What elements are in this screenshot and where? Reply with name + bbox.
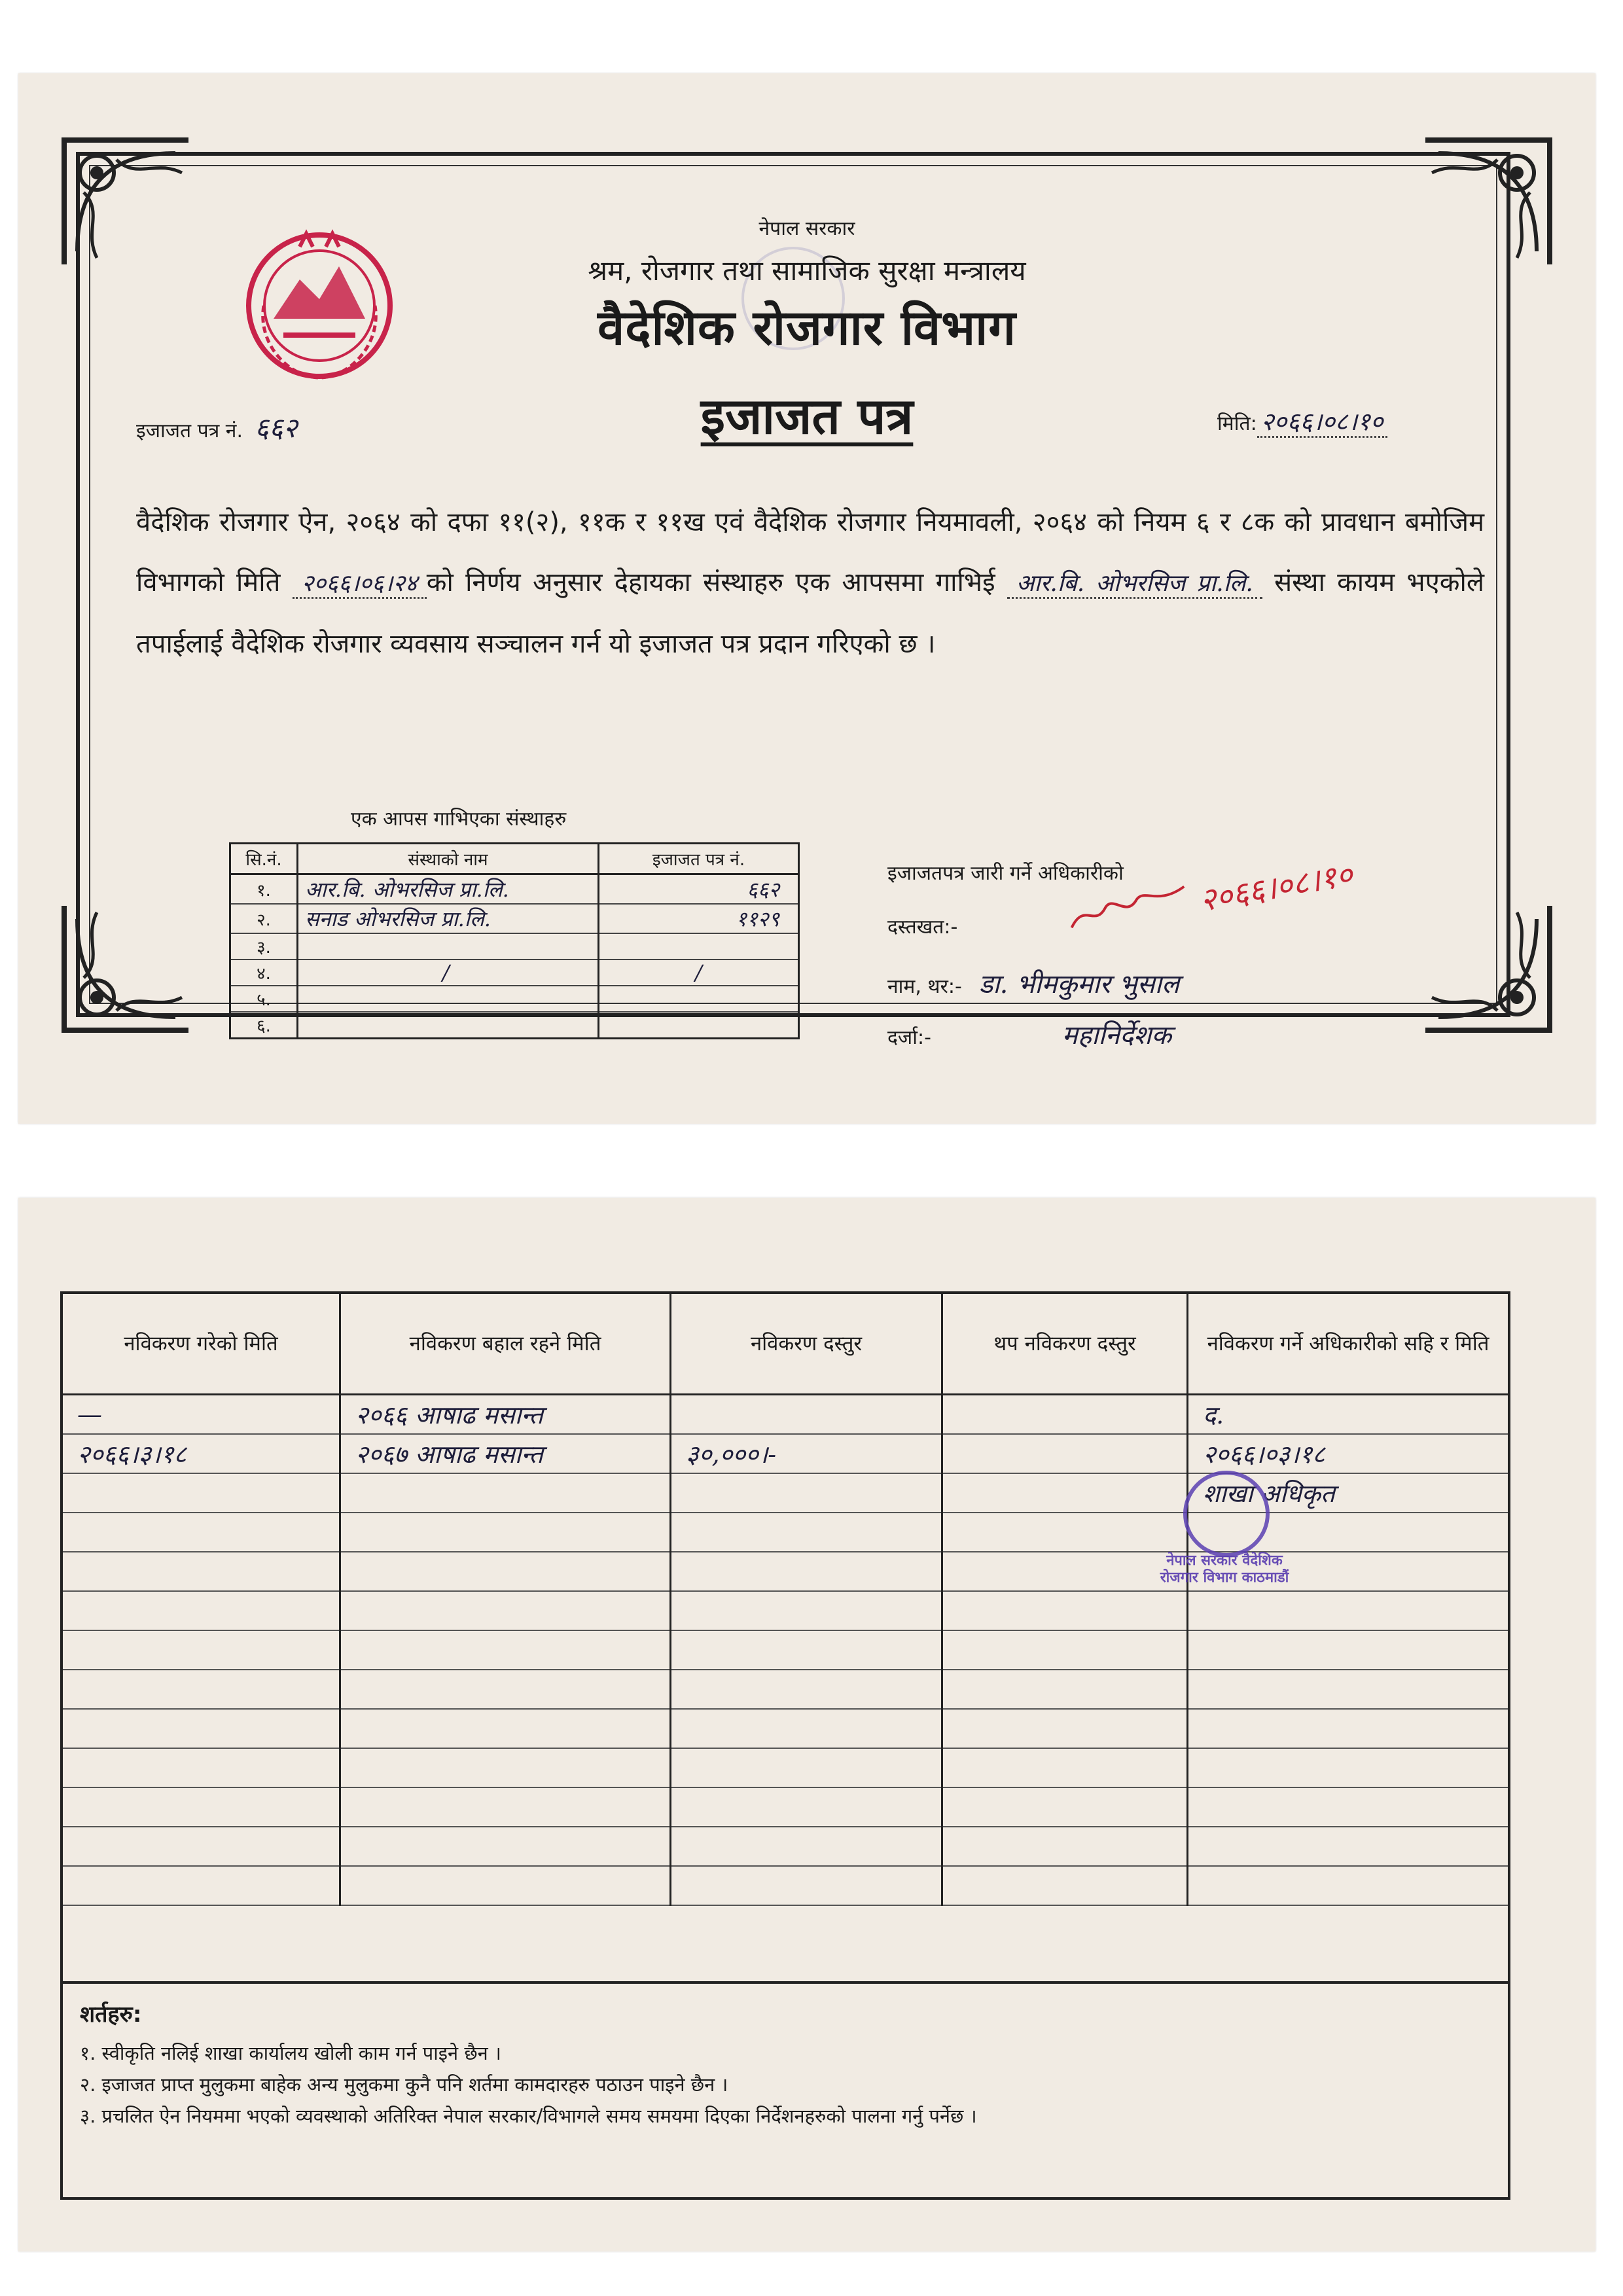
merged-organizations-table xyxy=(229,842,800,1039)
table-row xyxy=(63,1473,1508,1513)
table-cell: — xyxy=(77,1400,102,1429)
signature-date: २०६६।०८।१० xyxy=(1196,856,1356,920)
table-row: ६. xyxy=(230,1012,799,1039)
permit-number-value: ६६२ xyxy=(254,412,298,444)
conditions-section xyxy=(63,1981,1508,2146)
table-cell: २०६६।०३।१८ xyxy=(1203,1440,1325,1469)
organization-name: आर.बि. ओभरसिज प्रा.लि. xyxy=(1007,570,1262,599)
table-row: २. सनाड ओभरसिज प्रा.लि. ११२९ xyxy=(230,904,799,933)
corner-ornament-icon xyxy=(1419,899,1556,1037)
table-row xyxy=(63,1434,1508,1473)
table-row: १. आर.बि. ओभरसिज प्रा.लि. ६६२ xyxy=(230,874,799,905)
table-cell: शाखा अधिकृत xyxy=(1203,1479,1335,1508)
conditions-title: शर्तहरु: xyxy=(80,2001,142,2028)
ministry-name: श्रम, रोजगार तथा सामाजिक सुरक्षा मन्त्रालय xyxy=(588,255,1026,287)
table-row xyxy=(63,1787,1508,1827)
column-header: सि.नं. xyxy=(230,844,298,874)
table-row xyxy=(63,1866,1508,1905)
permit-number xyxy=(136,408,298,446)
column-header: थप नविकरण दस्तुर xyxy=(942,1294,1188,1395)
table-row xyxy=(63,1395,1508,1435)
table-cell: २०६६।३।१८ xyxy=(77,1440,187,1469)
table-row xyxy=(63,1630,1508,1670)
table-row xyxy=(63,1670,1508,1709)
table-row: ५. xyxy=(230,986,799,1012)
official-rank: दर्जा:- महानिर्देशक xyxy=(887,1020,1172,1050)
condition-item: २. इजाजत प्राप्त मुलुकमा बाहेक अन्य मुलुकमा कुनै पनि शर्तमा कामदारहरु पठाउन पाइने छैन । xyxy=(80,2073,728,2096)
table-row xyxy=(63,1827,1508,1866)
permit-body-text: वैदेशिक रोजगार ऐन, २०६४ को दफा ११(२), ११क र ११ख एवं वैदेशिक रोजगार नियमावली, २०६४ को नियम ६ र ८क को प्रावधान बमोजिम विभागको मिति २०६६।०६।२४ को निर्णय अनुसार देहायका संस्थाहरु एक आपसमा गाभिई आर.बि. ओभरसिज प्रा.लि. संस्था कायम भएकोले तपाईलाई वैदेशिक रोजगार व्यवसाय सञ्चालन गर्न यो इजाजत पत्र प्रदान गरिएको छ । xyxy=(136,507,1484,659)
issue-date-value: २०६६।०८।१० xyxy=(1257,407,1387,438)
table-row xyxy=(63,1748,1508,1787)
column-header: नविकरण दस्तुर xyxy=(671,1294,942,1395)
permit-front-sheet xyxy=(18,73,1596,1124)
condition-item: १. स्वीकृति नलिई शाखा कार्यालय खोली काम गर्न पाइने छैन । xyxy=(80,2042,501,2064)
column-header: इजाजत पत्र नं. xyxy=(599,844,799,874)
table-cell: २०६७ आषाढ मसान्त xyxy=(355,1440,543,1469)
column-header: नविकरण गर्ने अधिकारीको सहि र मिति xyxy=(1188,1294,1508,1395)
table-cell: ३०,०००।- xyxy=(686,1440,777,1469)
corner-ornament-icon xyxy=(1419,134,1556,271)
table-row xyxy=(63,1591,1508,1630)
department-stamp-icon xyxy=(1183,1471,1270,1557)
table-cell: २०६६ आषाढ मसान्त xyxy=(355,1401,543,1429)
table-cell: द. xyxy=(1203,1401,1224,1429)
table-row xyxy=(63,1709,1508,1748)
signature-label: दस्तखत:- xyxy=(887,916,958,939)
permit-back-sheet xyxy=(18,1198,1596,2251)
authority-heading: इजाजतपत्र जारी गर्ने अधिकारीको xyxy=(887,862,1124,885)
corner-ornament-icon xyxy=(58,134,195,271)
issue-date-label: मिति: xyxy=(1217,412,1257,435)
condition-item: ३. प्रचलित ऐन नियममा भएको व्यवस्थाको अतिरिक्त नेपाल सरकार/विभागले समय समयमा दिएका निर्देशनहरुको पालना गर्नु पर्नेछ । xyxy=(80,2105,977,2127)
document-title: इजाजत पत्र xyxy=(700,387,914,445)
decision-date: २०६६।०६।२४ xyxy=(293,570,427,599)
column-header: नविकरण गरेको मिति xyxy=(63,1294,340,1395)
official-name: नाम, थर:- डा. भीमकुमार भुसाल xyxy=(887,969,1180,999)
column-header: संस्थाको नाम xyxy=(298,844,599,874)
permit-number-label: इजाजत पत्र नं. xyxy=(136,420,243,442)
department-name: वैदेशिक रोजगार विभाग xyxy=(597,300,1016,356)
government-name: नेपाल सरकार xyxy=(758,217,855,240)
table-row: ४. / / xyxy=(230,960,799,986)
corner-ornament-icon xyxy=(58,899,195,1037)
column-header: नविकरण बहाल रहने मिति xyxy=(340,1294,671,1395)
table-row: ३. xyxy=(230,933,799,960)
table-row xyxy=(63,1513,1508,1552)
issue-date xyxy=(1217,404,1387,438)
renewal-table xyxy=(63,1294,1508,1906)
renewal-box xyxy=(60,1291,1510,2200)
department-stamp-text: नेपाल सरकार वैदेशिक रोजगार विभाग काठमाडौं xyxy=(1160,1552,1289,1586)
merged-organizations-caption: एक आपस गाभिएका संस्थाहरु xyxy=(351,808,567,831)
